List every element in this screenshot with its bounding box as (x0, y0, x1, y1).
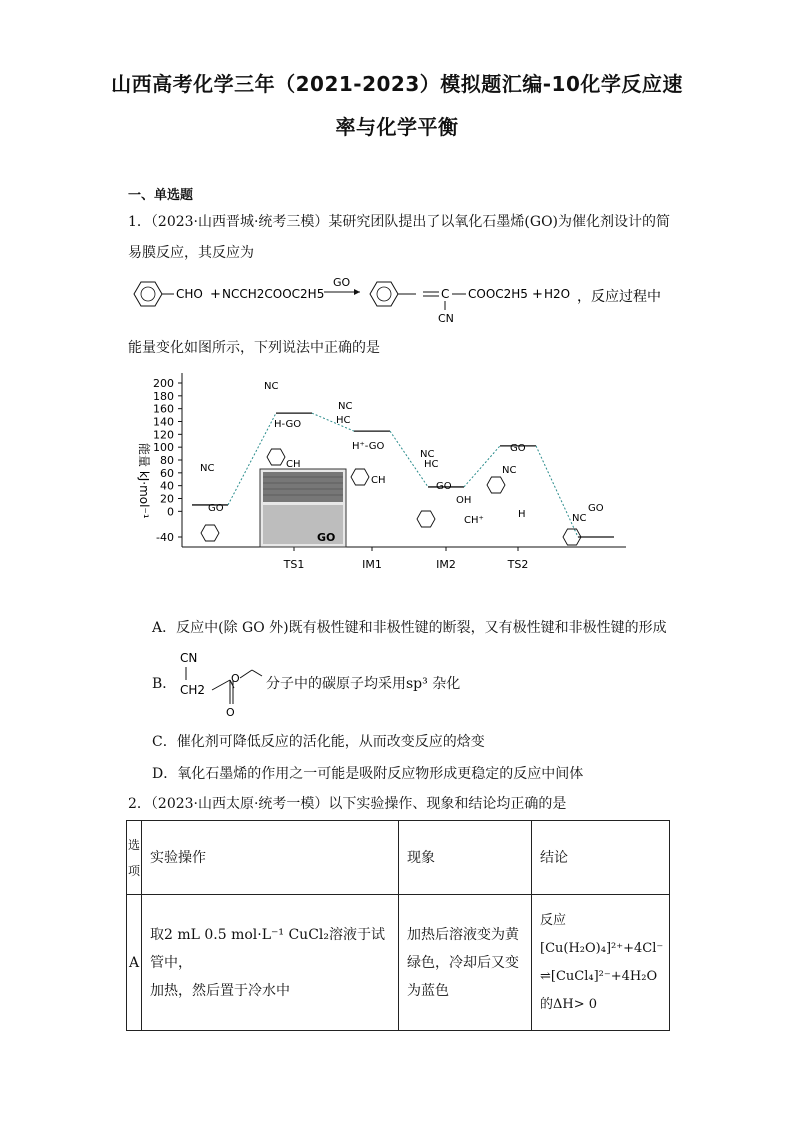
oh-label: OH (456, 495, 472, 506)
y-tick-label: 40 (160, 479, 174, 493)
option-b-label: B． (152, 676, 177, 692)
eq-catalyst: GO (333, 276, 351, 289)
table-row (127, 895, 670, 1031)
eq-prod-cn: CN (438, 312, 454, 325)
y-tick-label: 20 (160, 492, 174, 506)
y-tick-label: 60 (160, 466, 174, 480)
benzene-ring-icon (487, 477, 505, 493)
option-b-ch2: CH2 (180, 683, 206, 697)
option-b-structure (176, 650, 266, 722)
nc-label-6: NC (572, 513, 587, 524)
reaction-equation (128, 272, 668, 327)
benzene-ring-icon (267, 449, 285, 465)
x-tick-label: IM2 (436, 558, 456, 571)
y-tick-label: 120 (153, 428, 174, 442)
hc-label-1: HC (336, 415, 351, 426)
ch-label-1: CH (286, 459, 301, 470)
ch-plus-label: CH⁺ (464, 515, 484, 526)
svg-text:O: O (226, 706, 235, 719)
page-title-line2: 率与化学平衡 (335, 115, 459, 139)
nc-label-1: NC (200, 463, 215, 474)
nc-label-4: NC (420, 449, 435, 460)
row-a-option: A (127, 895, 142, 1031)
go-label-left: GO (208, 503, 224, 514)
hc-label-2: HC (424, 459, 439, 470)
eq-reactant1: CHO (176, 287, 203, 301)
benzene-ring-icon (417, 511, 435, 527)
y-tick-label: 180 (153, 389, 174, 403)
eq-reactant2: NCCH2COOC2H5 (222, 287, 325, 301)
row-a-phenomenon: 加热后溶液变为黄 绿色，冷却后又变 为蓝色 (399, 895, 532, 1031)
h-label: H (518, 509, 526, 520)
benzene-ring-icon (134, 282, 162, 306)
q1-stem-line2: 易膜反应，其反应为 (128, 245, 254, 261)
x-tick-label: IM1 (362, 558, 382, 571)
y-tick-label: 200 (153, 377, 174, 390)
q2-stem: 2．（2023·山西太原·统考一模）以下实验操作、现象和结论均正确的是 (128, 796, 567, 812)
go-label-right: GO (588, 503, 604, 514)
table-header-row (127, 821, 670, 895)
q1-stem-line3: 能量变化如图所示，下列说法中正确的是 (128, 340, 380, 356)
eq-water: H2O (544, 287, 571, 301)
q1-option-d[interactable]: D．氧化石墨烯的作用之一可能是吸附反应物形成更稳定的反应中间体 (152, 766, 584, 782)
q1-option-c[interactable]: C．催化剂可降低反应的活化能，从而改变反应的焓变 (152, 734, 485, 750)
section-heading: 一、单选题 (128, 188, 194, 203)
header-operation: 实验操作 (142, 821, 399, 895)
q2-table (126, 820, 670, 1031)
option-b-text: 分子中的碳原子均采用sp³ 杂化 (266, 676, 461, 692)
row-a-operation: 取2 mL 0.5 mol·L⁻¹ CuCl₂溶液于试管中， 加热，然后置于冷水中 (142, 895, 399, 1031)
q1-option-b[interactable] (152, 650, 552, 722)
y-tick-label: 160 (153, 402, 174, 416)
chart-axes (182, 373, 626, 547)
svg-text:O: O (231, 672, 240, 685)
ch-label-2: CH (371, 475, 386, 486)
eq-prod-c: C (441, 287, 450, 301)
benzene-ring-icon (370, 282, 398, 306)
nc-label-2: NC (264, 381, 279, 392)
x-tick-label: TS2 (507, 558, 529, 571)
row-a-conclusion: 反应 [Cu(H₂O)₄]²⁺+4Cl⁻ ⇌[CuCl₄]²⁻+4H₂O 的ΔH> 0 (532, 895, 670, 1031)
eq-tail: ，反应过程中 (577, 289, 661, 305)
header-option: 选项 (127, 821, 142, 895)
im1-label: H⁺-GO (352, 441, 385, 452)
energy-connector-4 (464, 446, 500, 487)
eq-plus2: + (532, 287, 543, 302)
nc-label-5: NC (502, 465, 517, 476)
graphene-oxide-image (260, 469, 346, 547)
go-label-ts2: GO (510, 443, 526, 454)
y-tick-label: 140 (153, 415, 174, 429)
q1-stem-line1: 1．（2023·山西晋城·统考三模）某研究团队提出了以氧化石墨烯(GO)为催化剂设计的简 (128, 214, 671, 230)
page-title-line1: 山西高考化学三年（2021-2023）模拟题汇编-10化学反应速 (111, 72, 683, 96)
header-conclusion: 结论 (532, 821, 670, 895)
q1-option-a[interactable]: A．反应中(除 GO 外)既有极性键和非极性键的断裂，又有极性键和非极性键的形成 (152, 620, 667, 636)
y-axis-label: 能量 kJ·mol⁻¹ (137, 443, 151, 519)
go-label-im2: GO (436, 481, 452, 492)
option-b-cn: CN (180, 651, 198, 665)
nc-label-3: NC (338, 401, 353, 412)
benzene-ring-icon (351, 469, 369, 485)
header-phenomenon: 现象 (399, 821, 532, 895)
y-tick-label: 0 (167, 505, 174, 519)
eq-prod-sub: COOC2H5 (468, 287, 528, 301)
x-tick-label: TS1 (283, 558, 305, 571)
y-tick-label: 100 (153, 441, 174, 455)
y-tick-label: -40 (156, 531, 174, 544)
energy-diagram (126, 365, 666, 575)
y-tick-label: 80 (160, 454, 174, 467)
go-image-label: GO (317, 531, 336, 544)
eq-plus1: + (210, 287, 221, 302)
ts1-label: H-GO (274, 419, 302, 430)
benzene-ring-icon (201, 525, 219, 541)
